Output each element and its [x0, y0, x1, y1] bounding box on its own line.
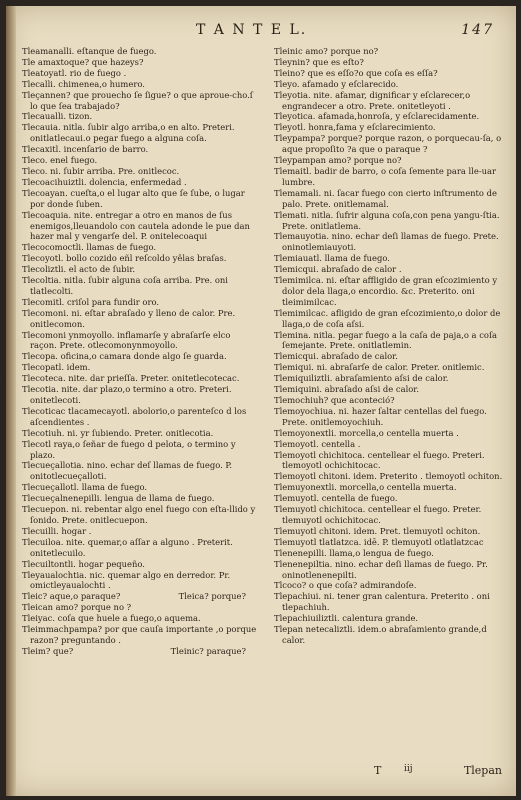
dictionary-entry: Tlemina. nitla. pegar fuego a la caſa de paja,o a coſa ſemejante. Prete. onitlatlemin.: [274, 329, 498, 351]
dictionary-entry: Tlepachiui. ni. tener gran calentura. Preterito . oni tlepachiuh.: [274, 591, 490, 613]
dictionary-entry: Tlemoyonextli. morcella,o centella muerta .: [274, 427, 459, 438]
dictionary-entry: Tlecopa. oficina,o camara donde algo ſe guarda.: [22, 351, 227, 362]
dictionary-entry: Tlecuepon. ni. rebentar algo enel fuego con eſta-llido y ſonido. Prete. onitlecuepon.: [22, 504, 256, 525]
dictionary-entry: [22, 591, 258, 602]
dictionary-entry: Tleyotia. nite. afamar, dignificar y eſclarecer,o engrandecer a otro. Prete. onitetleyoti .: [274, 89, 471, 111]
dictionary-entry: Tlemiquini. abraſado aſsi de calor.: [274, 384, 420, 395]
running-title: T A N T E L.: [196, 22, 308, 38]
dictionary-entry: Tleamanalli. eſtanque de fuego.: [22, 46, 157, 56]
dictionary-entry: Tlecomoni ynmoyollo. inflamarſe y abraſarſe elco raçon. Prete. otlecomonynmoyollo.: [22, 329, 231, 351]
dictionary-entry: Tlemimilca. ni. eſtar affligido de gran eſcozimiento y dolor dela llaga,o encordio. &c. Preterito. oni tleimimilcac.: [274, 275, 498, 307]
dictionary-entry: Tlecomoni. ni. eſtar abraſado y lleno de calor. Pre. onitlecomon.: [22, 307, 236, 329]
dictionary-entry: Tlecuilli. hogar .: [22, 525, 92, 536]
dictionary-entry: Tlecaxitl. incenſario de barro.: [22, 144, 149, 155]
running-header: [6, 22, 516, 40]
dictionary-entry: Tlemiauatl. llama de fuego.: [274, 253, 390, 264]
dictionary-entry: Tlepan netecaliztli. idem.o abraſamiento grande,d calor.: [274, 624, 487, 645]
dictionary-entry: Tlemuyotl. centella de fuego.: [274, 493, 398, 504]
dictionary-entry: Tlemoyotl. centella .: [274, 438, 361, 449]
dictionary-entry: Tleco. ni. ſubir arriba. Pre. onitlecoc.: [22, 165, 180, 176]
dictionary-entry: Tlecueçallotl. llama de fuego.: [22, 482, 148, 493]
dictionary-entry: Tlemamali. ni. ſacar fuego con cierto inſtrumento de palo. Prete. onitlemamal.: [274, 187, 497, 209]
entry-text-right: Tleinic? paraque?: [170, 645, 246, 656]
page-number: 147: [461, 22, 494, 38]
entry-text: Tleim? que?: [22, 645, 74, 656]
dictionary-entry: Tlemicqui. abraſado de calor.: [274, 351, 398, 362]
dictionary-entry: Tlecotl raya,o ſeñar de fuego d pelota, o termino y plazo.: [22, 438, 236, 460]
dictionary-entry: Tlemuyotl chichitoca. centellear el fuego. Preter. tlemuyotl ochichitocac.: [274, 504, 482, 525]
dictionary-entry: Tlecotia. nite. dar plazo,o termino a otro. Preteri. onitetlecoti.: [22, 384, 232, 405]
dictionary-entry: Tlecoayan. cueſta,o el lugar alto que ſe ſube, o lugar por donde ſuben.: [22, 187, 245, 209]
catchword: Tlepan: [463, 764, 502, 777]
dictionary-entry: Tlecauia. nitla. ſubir algo arriba,o en alto. Preteri. onitlatlecaui.o pegar fuego a alguna coſa.: [22, 122, 235, 144]
dictionary-entry: Tleimmachpampa? por que cauſa importante ,o porque razon? preguntando .: [22, 624, 257, 645]
dictionary-entry: Tleinic amo? porque no?: [274, 46, 379, 56]
dictionary-entry: Tlecuiloa. nite. quemar,o aſſar a alguno . Preterit. onitetlecuilo.: [22, 536, 233, 558]
dictionary-entry: Tleyotica. afamada,honroſa, y eſclarecidamente.: [274, 111, 480, 122]
dictionary-entry: [22, 646, 258, 657]
dictionary-entry: Tlemaitl. badir de barro, o coſa ſemente para lle-uar lumbre.: [274, 165, 497, 187]
entry-text: Tleic? aque,o paraque?: [22, 591, 121, 602]
dictionary-entry: Tlecoticac tlacamecayotl. abolorio,o parenteſco d los aſcendientes .: [22, 405, 247, 427]
dictionary-entry: Tlemiqui. ni. abraſarſe de calor. Preter. onitlemic.: [274, 362, 485, 373]
dictionary-entry: Tleynin? que es eſto?: [274, 56, 364, 67]
dictionary-entry: Tlemiquiliztli. abraſamiento aſsi de calor.: [274, 373, 449, 384]
dictionary-entry: Tlemochiuh? que aconteció?: [274, 395, 395, 405]
dictionary-entry: Tlecocomoctli. llamas de fuego.: [22, 242, 156, 253]
dictionary-entry: Tleçannen? que prouecho ſe ſigue? o que aproue-cho.ſ lo que ſea trabajado?: [22, 89, 253, 111]
dictionary-entry: Tleyotl. honra,fama y eſclarecimiento.: [274, 122, 436, 133]
dictionary-entry: Tlemoyotl chichitoca. centellear el fuego. Preteri. tlemoyotl ochichitocac.: [274, 449, 485, 471]
dictionary-entry: Tlemauyotia. nino. echar deſi llamas de fuego. Prete. oninotlemiauyoti.: [274, 231, 499, 253]
left-column: [22, 46, 258, 766]
signature-mark: T: [374, 764, 382, 777]
dictionary-entry: Tlecoteca. nite. dar prieſſa. Preter. onitetlecotecac.: [22, 373, 240, 384]
dictionary-entry: Tlemati. nitla. ſufrir alguna coſa,con pena yangu-ſtia. Prete. onitlatlema.: [274, 209, 500, 231]
dictionary-entry: Tlecopatl. idem.: [22, 362, 91, 373]
dictionary-entry: Tlecaualli. tizon.: [22, 111, 93, 122]
dictionary-entry: Tlecotiuh. ni. yr ſubiendo. Preter. onitlecotia.: [22, 427, 214, 438]
dictionary-entry: Tlenenepilli. llama,o lengua de fuego.: [274, 547, 434, 558]
signature-number: iij: [404, 764, 413, 774]
dictionary-entry: Tlemuyotl tlatlatzca. idē. P. tlemuyotl otlatlatzcac: [274, 536, 484, 547]
page-footer: [346, 764, 502, 778]
dictionary-entry: Tleypampan amo? porque no?: [274, 155, 402, 166]
dictionary-entry: Tlecoaquia. nite. entregar a otro en manos de ſus enemigos,lleuandolo con cautela adonde le pue dan hazer mal y vengarſe del. P. onitelecoaqui: [22, 209, 250, 242]
dictionary-entry: Tlepachiuiliztli. calentura grande.: [274, 613, 419, 624]
dictionary-entry: Tlecoacihuiztli. dolencia, enfermedad .: [22, 176, 187, 187]
dictionary-entry: Tlecoyotl. bollo cozido eñl reſcoldo yêlas braſas.: [22, 253, 227, 264]
dictionary-entry: Tlenenepiltia. nino. echar deſi llamas de fuego. Pr. oninotlenenepilti.: [274, 558, 488, 580]
dictionary-entry: Tlecueçalnenepilli. lengua de llama de fuego.: [22, 493, 215, 504]
dictionary-entry: Tleyaualochtia. nic. quemar algo en derredor. Pr. omictleyaualochti .: [22, 569, 231, 591]
entry-text-right: Tleica? porque?: [178, 591, 246, 602]
dictionary-entry: Tlemoyotl chitoni. idem. Preterito . tlemoyotl ochiton.: [274, 471, 503, 482]
dictionary-entry: Tleino? que es eſſo?o que coſa es eſſa?: [274, 67, 438, 78]
dictionary-entry: Tleatoyatl. rio de fuego .: [22, 67, 127, 78]
dictionary-entry: Tlecoliztli. el acto de ſubir.: [22, 264, 136, 275]
dictionary-entry: Tlecomitl. criſol para fundir oro.: [22, 296, 160, 307]
dictionary-entry: Tleiyac. coſa que huele a fuego,o aquema.: [22, 613, 201, 624]
dictionary-entry: Tleypampa? porque? porque razon, o porquecau-ſa, o aque propoſito ?a que o paraque ?: [274, 133, 502, 155]
dictionary-entry: Tlecalli. chimenea,o humero.: [22, 78, 145, 89]
dictionary-entry: Tlecoltia. nitla. ſubir alguna coſa arriba. Pre. oni tlatlecolti.: [22, 275, 228, 296]
dictionary-entry: Tleco. enel fuego.: [22, 155, 98, 166]
right-column: [274, 46, 510, 766]
dictionary-entry: Tle amaxtoque? que hazeys?: [22, 56, 144, 67]
dictionary-entry: Tlcoco? o que coſa? admirandoſe.: [274, 580, 417, 591]
book-page: [6, 6, 516, 796]
page-gutter: [6, 6, 16, 796]
dictionary-entry: Tlemicqui. abraſado de calor .: [274, 264, 402, 275]
dictionary-entry: Tleican amo? porque no ?: [22, 602, 132, 613]
dictionary-entry: Tlemimilcac. afligido de gran eſcozimiento,o dolor de llaga,o de coſa aſsi.: [274, 307, 501, 329]
dictionary-entry: Tlecueçallotia. nino. echar deſ llamas de fuego. P. onitotlecueçalloti.: [22, 460, 233, 482]
dictionary-entry: Tlemuyonextli. morcella,o centella muerta.: [274, 482, 457, 493]
dictionary-entry: Tlemuyotl chitoni. idem. Pret. tlemuyotl ochiton.: [274, 525, 481, 536]
dictionary-entry: Tleyo. afamado y eſclarecido.: [274, 78, 399, 89]
dictionary-entry: Tlemoyochiua. ni. hazer ſaltar centellas del fuego. Prete. onitlemoyochiuh.: [274, 405, 487, 427]
dictionary-entry: Tlecuiltontli. hogar pequeño.: [22, 558, 145, 569]
